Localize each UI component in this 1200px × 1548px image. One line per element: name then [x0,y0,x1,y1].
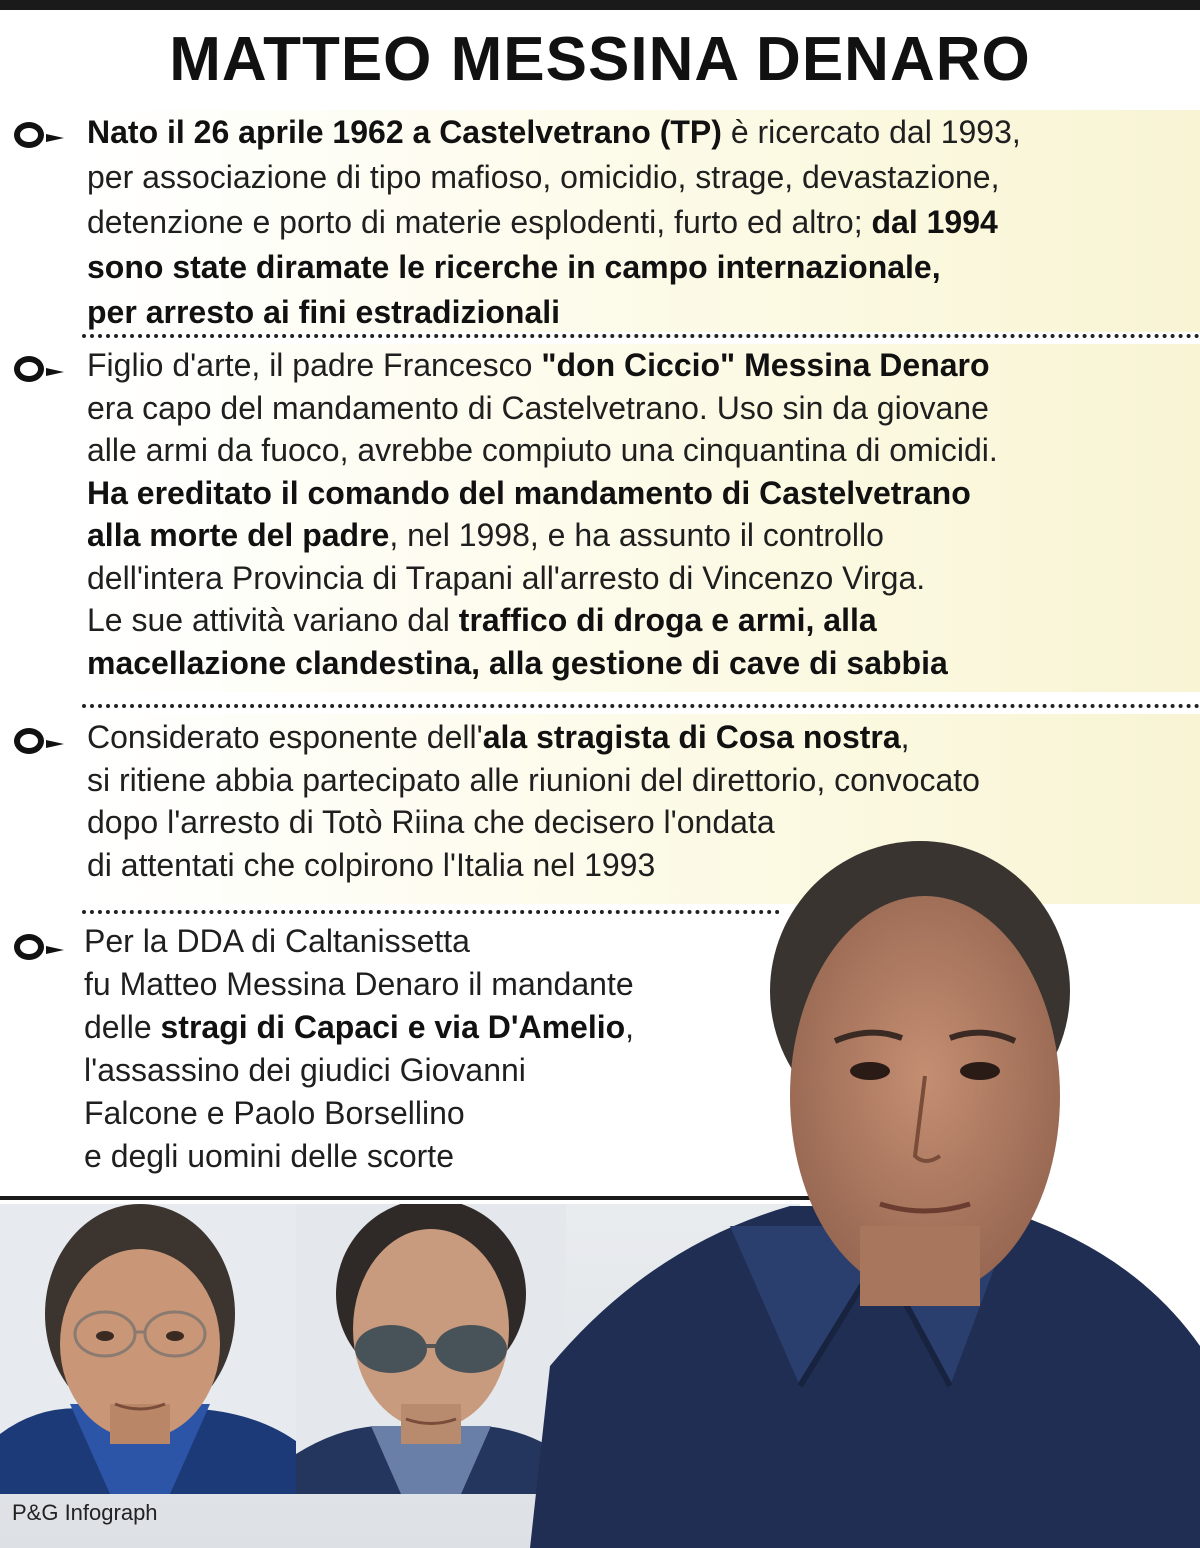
line: delle stragi di Capaci e via D'Amelio, [84,1009,635,1045]
line: fu Matteo Messina Denaro il mandante [84,966,634,1002]
top-rule [0,0,1200,10]
line: Falcone e Paolo Borsellino [84,1095,465,1131]
line: Figlio d'arte, il padre Francesco "don Ciccio" Messina Denaro [87,347,990,383]
line: per arresto ai fini estradizionali [87,294,561,330]
line: per associazione di tipo mafioso, omicidio, strage, devastazione, [87,159,1000,195]
dotted-separator [82,704,1200,708]
line: dell'intera Provincia di Trapani all'arresto di Vincenzo Virga. [87,559,926,596]
credit-text: P&G Infograph [12,1500,158,1525]
line: Ha ereditato il comando del mandamento di Castelvetrano [87,474,971,511]
line: Nato il 26 aprile 1962 a Castelvetrano (TP) è ricercato dal 1993, [87,114,1021,150]
line: Per la DDA di Caltanissetta [84,923,470,959]
portrait-main-image [530,826,1200,1548]
line: macellazione clandestina, alla gestione di cave di sabbia [87,644,948,681]
line: sono state diramate le ricerche in campo internazionale, [87,249,941,285]
bullet-icon [14,728,44,754]
section-2-text [87,344,998,684]
bullet-icon [14,122,44,148]
line: alla morte del padre, nel 1998, e ha assunto il controllo [87,517,884,553]
line: e degli uomini delle scorte [84,1138,454,1174]
portrait-glasses-image [0,1204,300,1494]
line: di attentati che colpirono l'Italia nel 1993 [87,846,656,883]
line: Considerato esponente dell'ala stragista di Cosa nostra, [87,719,910,755]
line: era capo del mandamento di Castelvetrano. Uso sin da giovane [87,389,989,426]
section-1-text [87,110,1021,335]
line: Le sue attività variano dal traffico di droga e armi, alla [87,602,877,638]
line: dopo l'arresto di Totò Riina che decisero l'ondata [87,804,775,840]
bullet-icon [14,934,44,960]
line: l'assassino dei giudici Giovanni [84,1052,526,1088]
line: alle armi da fuoco, avrebbe compiuto una cinquantina di omicidi. [87,432,998,468]
portrait-sunglasses-image [296,1204,566,1494]
line: detenzione e porto di materie esplodenti, furto ed altro; dal 1994 [87,204,998,240]
page-title: MATTEO MESSINA DENARO [169,25,1031,94]
line: si ritiene abbia partecipato alle riunioni del direttorio, convocato [87,761,980,798]
dotted-separator [82,334,1200,338]
bullet-icon [14,356,44,382]
